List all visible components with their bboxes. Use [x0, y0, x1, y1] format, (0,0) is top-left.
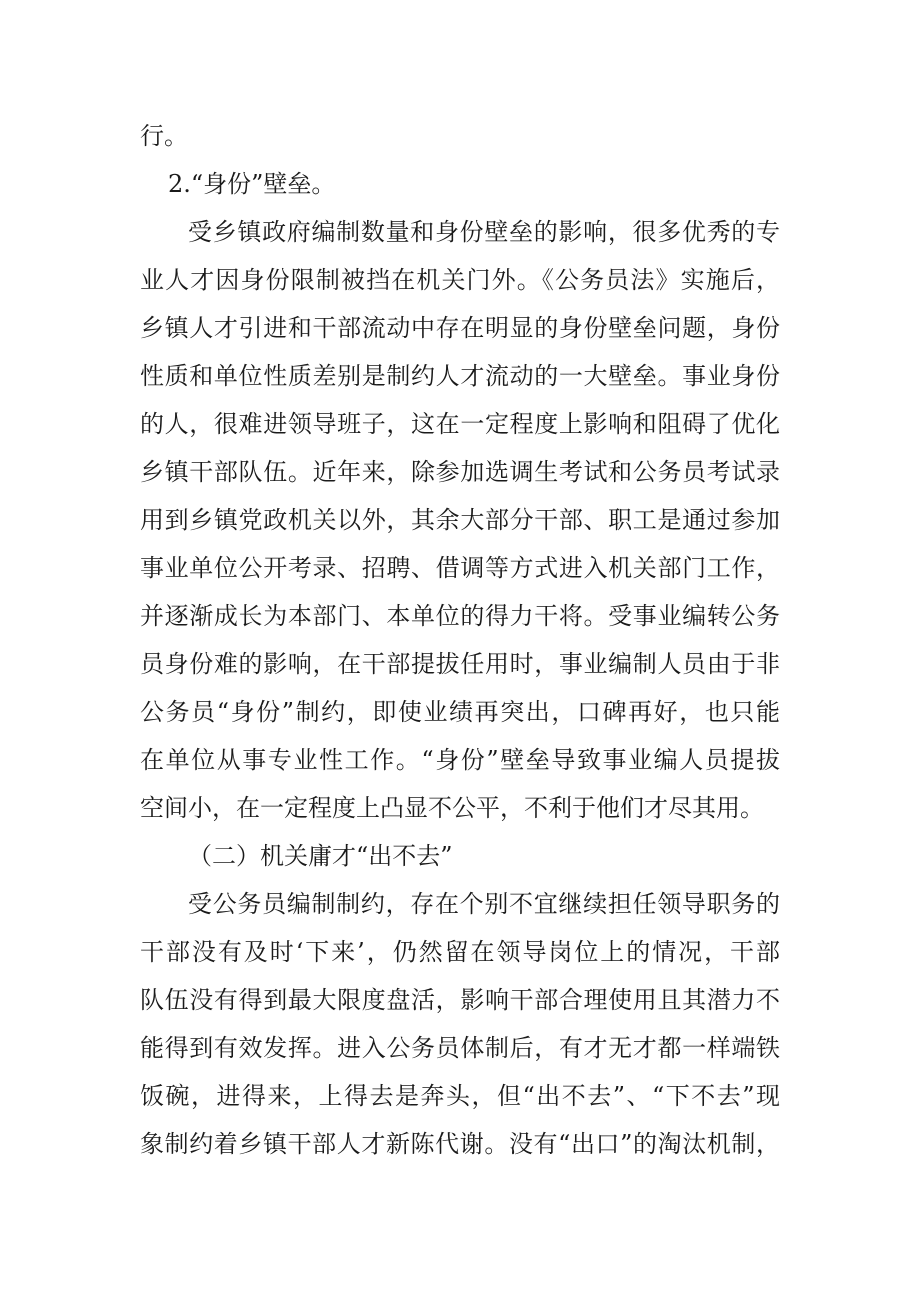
paragraph-line: 乡镇干部队伍。近年来，除参加选调生考试和公务员考试录	[140, 458, 780, 486]
paragraph-line: 能得到有效发挥。进入公务员体制后，有才无才都一样端铁	[140, 1034, 780, 1062]
paragraph-line: 公务员“身份”制约，即使业绩再突出，口碑再好，也只能	[140, 698, 780, 726]
paragraph-line: 空间小，在一定程度上凸显不公平，不利于他们才尽其用。	[140, 794, 764, 822]
paragraph-line: 并逐渐成长为本部门、本单位的得力干将。受事业编转公务	[140, 602, 780, 630]
section-heading-mediocre-cadres: （二）机关庸才“出不去”	[188, 842, 453, 870]
paragraph-line: 象制约着乡镇干部人才新陈代谢。没有“出口”的淘汰机制，	[140, 1130, 780, 1158]
paragraph-line: 乡镇人才引进和干部流动中存在明显的身份壁垒问题，身份	[140, 314, 780, 342]
paragraph-line: 行。	[140, 122, 188, 150]
paragraph-line: 受乡镇政府编制数量和身份壁垒的影响，很多优秀的专	[188, 218, 780, 246]
paragraph-line: 用到乡镇党政机关以外，其余大部分干部、职工是通过参加	[140, 506, 780, 534]
paragraph-line: 性质和单位性质差别是制约人才流动的一大壁垒。事业身份	[140, 362, 780, 390]
paragraph-line: 业人才因身份限制被挡在机关门外。《公务员法》实施后，	[140, 266, 780, 294]
paragraph-line: 的人，很难进领导班子，这在一定程度上影响和阻碍了优化	[140, 410, 780, 438]
paragraph-line: 员身份难的影响，在干部提拔任用时，事业编制人员由于非	[140, 650, 780, 678]
paragraph-line: 在单位从事专业性工作。“身份”壁垒导致事业编人员提拔	[140, 746, 780, 774]
paragraph-line: 队伍没有得到最大限度盘活，影响干部合理使用且其潜力不	[140, 986, 780, 1014]
paragraph-line: 干部没有及时‘下来’，仍然留在领导岗位上的情况，干部	[140, 938, 780, 966]
paragraph-line: 饭碗，进得来，上得去是奔头，但“出不去”、“下不去”现	[140, 1082, 780, 1110]
section-heading-identity-barrier: 2.“身份”壁垒。	[168, 170, 336, 198]
paragraph-line: 受公务员编制制约，存在个别不宜继续担任领导职务的	[188, 890, 780, 918]
paragraph-line: 事业单位公开考录、招聘、借调等方式进入机关部门工作，	[140, 554, 780, 582]
